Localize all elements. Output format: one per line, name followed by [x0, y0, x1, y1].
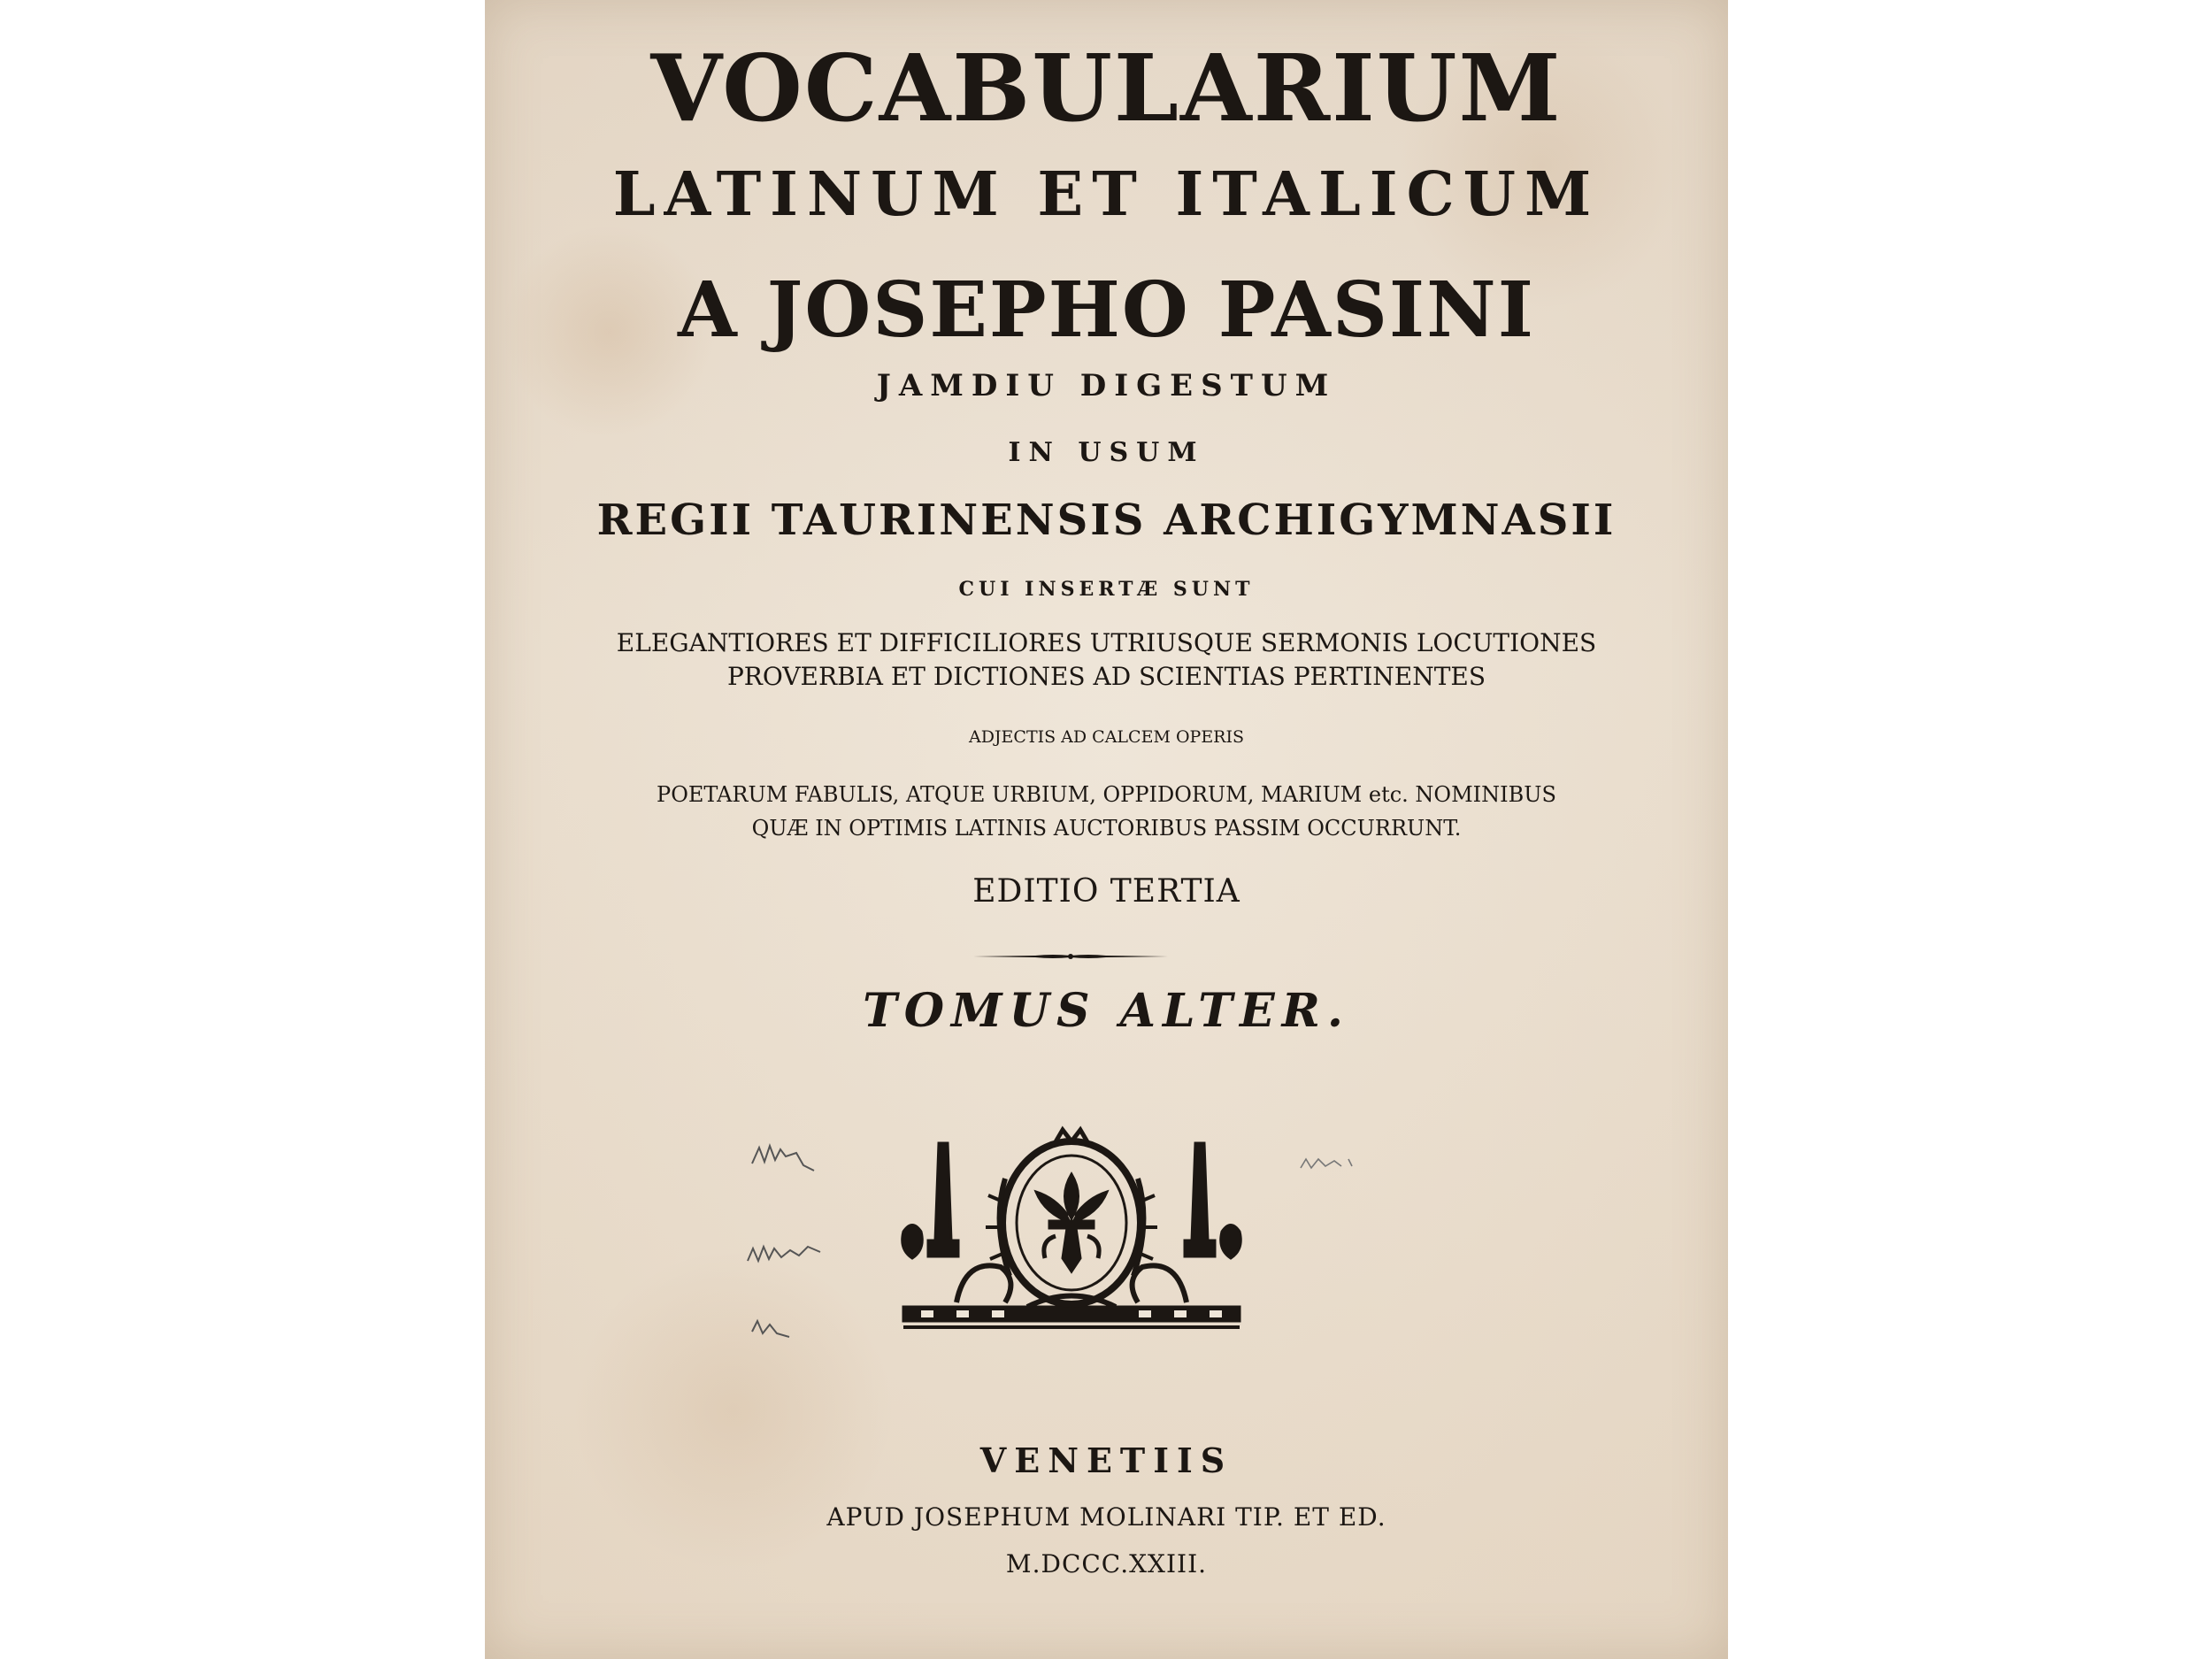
adjectis-line: ADJECTIS AD CALCEM OPERIS	[968, 727, 1245, 747]
quae-line: QUÆ IN OPTIMIS LATINIS AUCTORIBUS PASSIM OCCURRUNT.	[751, 816, 1462, 841]
book-title: VOCABULARIUM	[650, 34, 1563, 142]
poetarum-line: POETARUM FABULIS, ATQUE URBIUM, OPPIDORUM, MARIUM etc. NOMINIBUS	[657, 782, 1556, 807]
jamdiu-line: JAMDIU DIGESTUM	[876, 368, 1337, 403]
edition-line: EDITIO TERTIA	[972, 873, 1240, 910]
fleur-de-lis-crest-icon	[895, 1125, 1248, 1347]
place-line: VENETIIS	[979, 1440, 1233, 1480]
pencil-scribble	[1299, 1152, 1361, 1173]
elegantiores-line: ELEGANTIORES ET DIFFICILIORES UTRIUSQUE SERMONIS LOCUTIONES	[616, 628, 1597, 657]
in-usum-line: IN USUM	[1008, 437, 1205, 468]
pencil-scribble	[750, 1137, 821, 1172]
book-subtitle: LATINUM ET ITALICUM	[612, 159, 1601, 230]
cui-line: CUI INSERTÆ SUNT	[958, 578, 1255, 601]
title-page	[485, 0, 1728, 1659]
author-line: A JOSEPHO PASINI	[677, 265, 1535, 355]
pencil-scribble	[750, 1314, 795, 1340]
year-line: M.DCCC.XXIII.	[1005, 1549, 1208, 1578]
pencil-scribble	[746, 1234, 826, 1270]
regii-line: REGII TAURINENSIS ARCHIGYMNASII	[596, 495, 1617, 545]
publisher-line: APUD JOSEPHUM MOLINARI TIP. ET ED.	[826, 1502, 1386, 1532]
decorative-rule-icon	[973, 953, 1168, 960]
proverbia-line: PROVERBIA ET DICTIONES AD SCIENTIAS PERTINENTES	[726, 662, 1486, 691]
volume-line: TOMUS ALTER.	[863, 984, 1350, 1038]
